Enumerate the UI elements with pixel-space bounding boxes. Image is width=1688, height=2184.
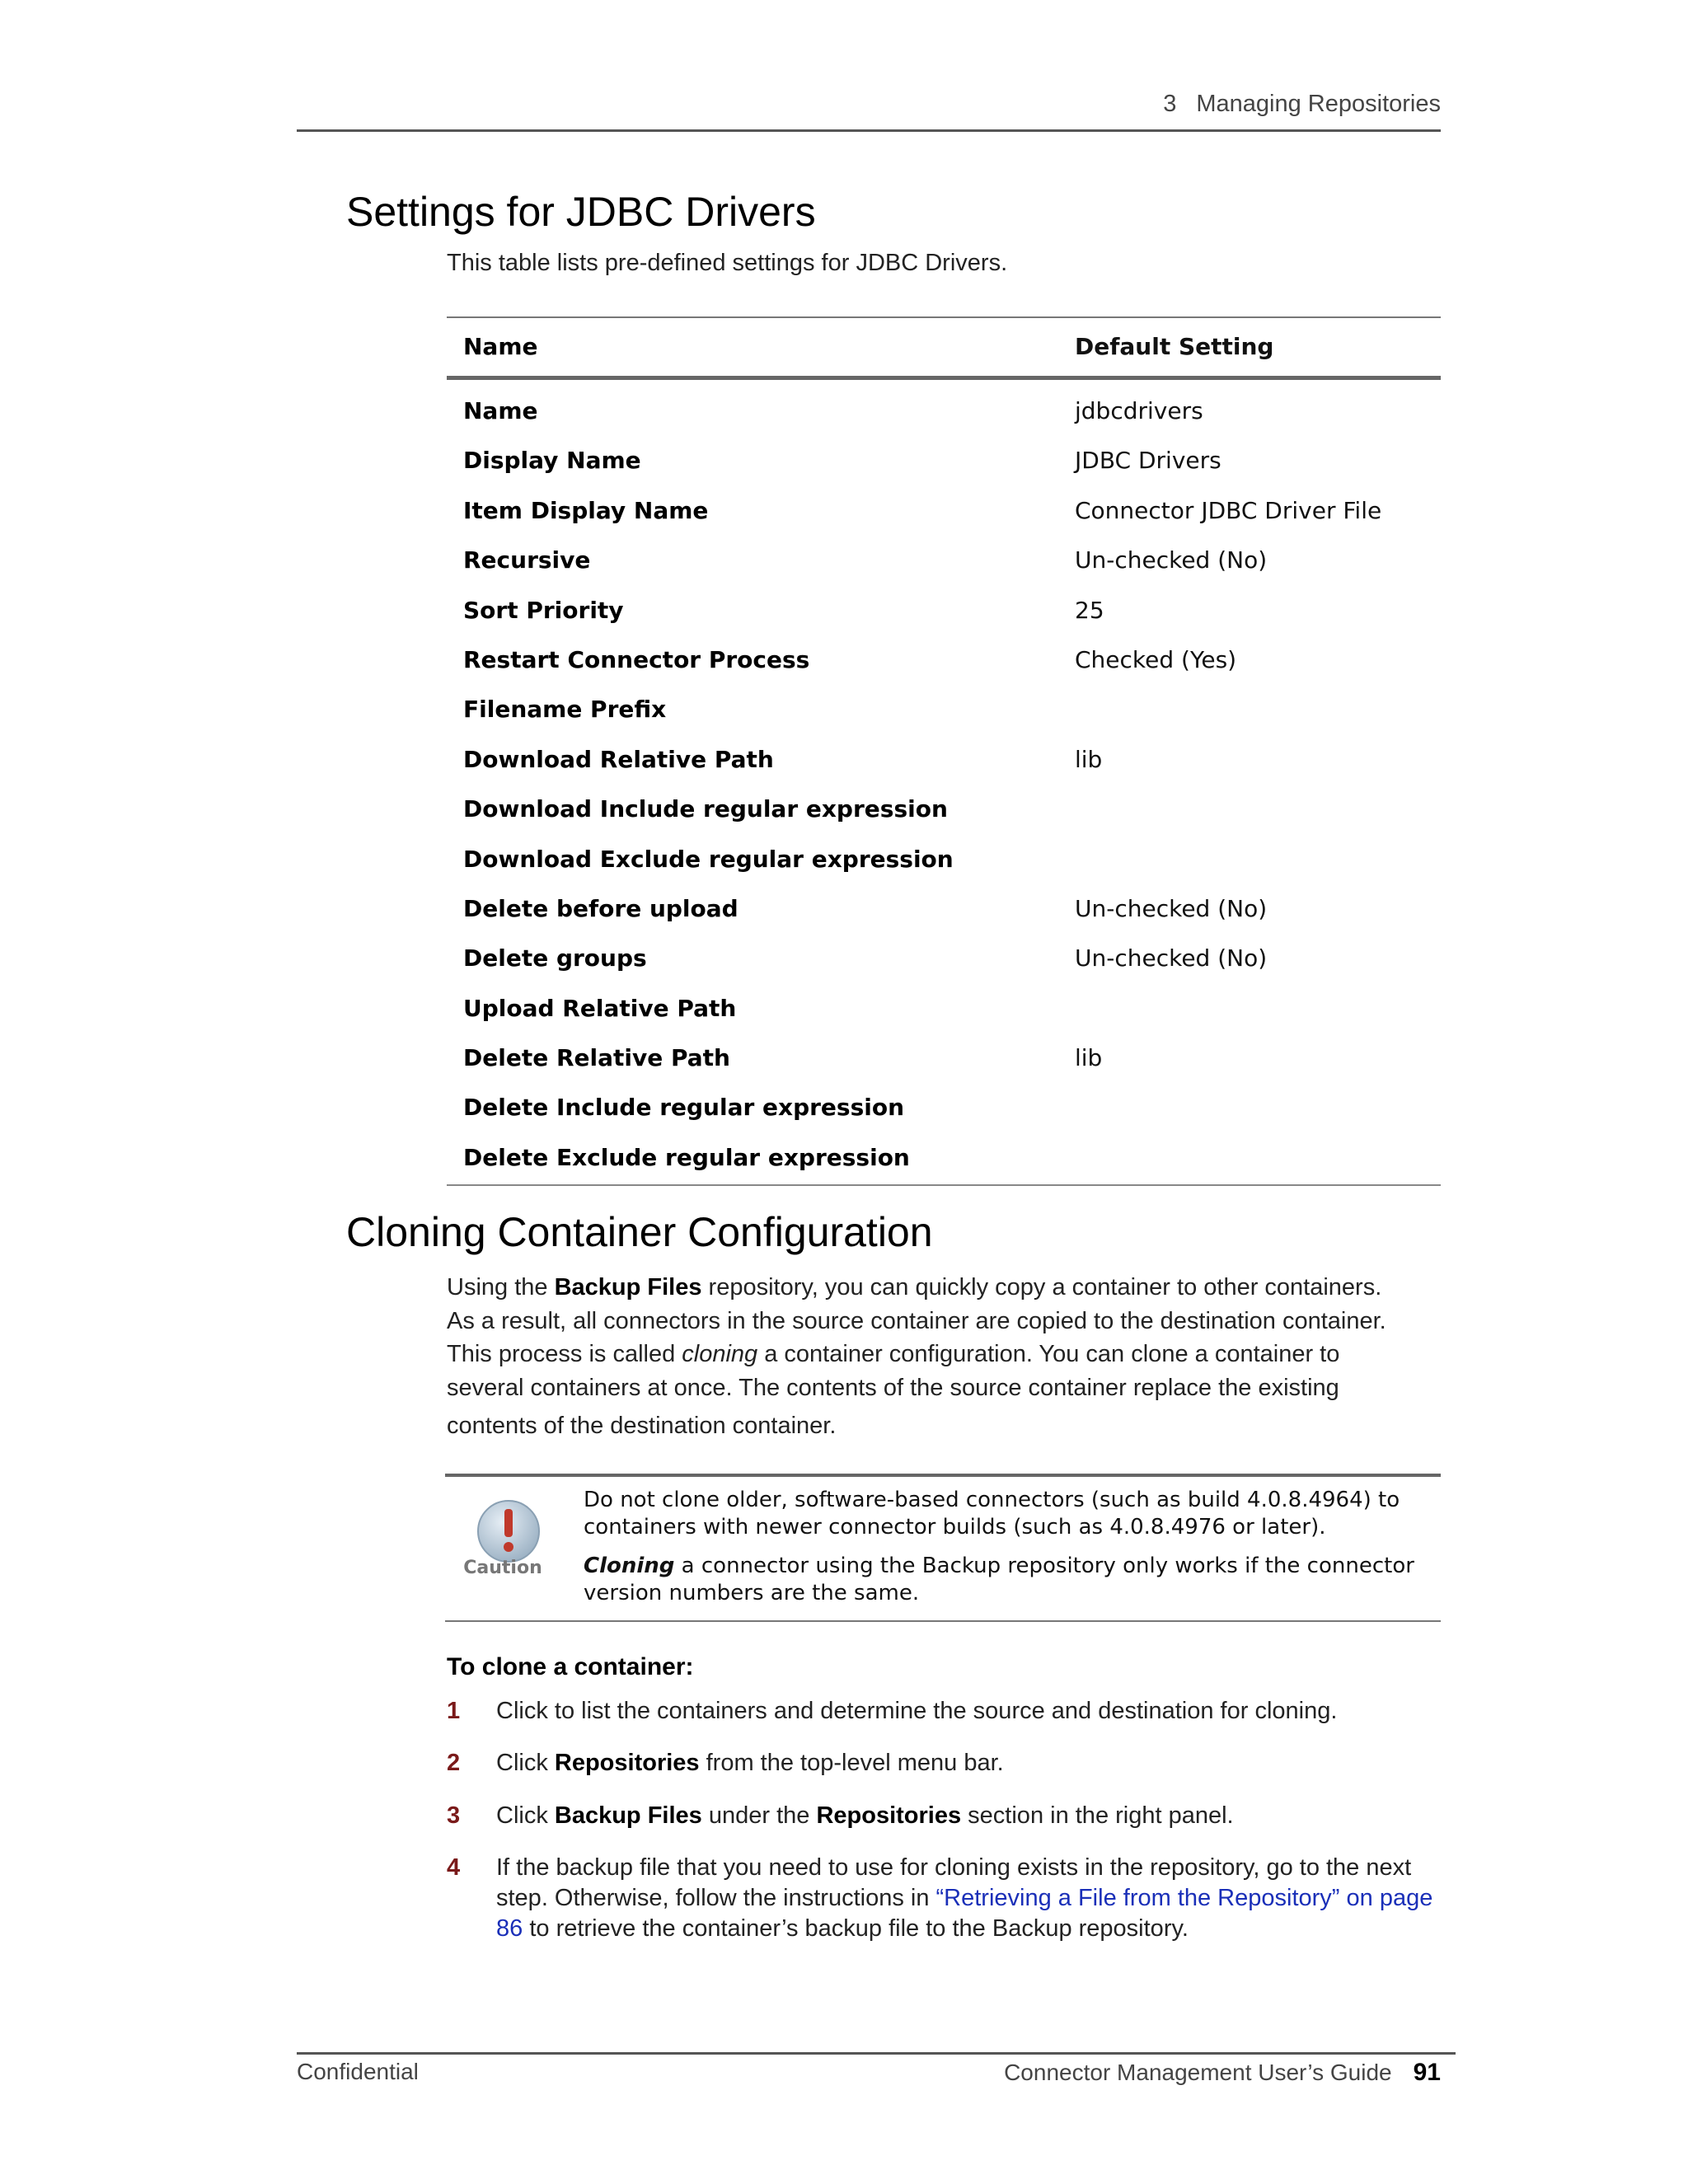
step-text bbox=[496, 1801, 1441, 1831]
para-text: Using the bbox=[447, 1274, 555, 1301]
setting-name: Sort Priority bbox=[463, 596, 624, 624]
section-title-cloning: Cloning Container Configuration bbox=[346, 1209, 933, 1255]
setting-value: Un-checked (No) bbox=[1075, 894, 1268, 922]
setting-name: Delete groups bbox=[463, 944, 647, 972]
table-row bbox=[447, 486, 1441, 536]
step-text-span: to retrieve the container’s backup file to the Backup repository. bbox=[523, 1915, 1189, 1942]
step-text bbox=[496, 1748, 1441, 1779]
table-row bbox=[447, 1133, 1441, 1183]
para-line: contents of the destination container. bbox=[447, 1413, 837, 1439]
setting-name: Upload Relative Path bbox=[463, 994, 737, 1022]
caution-text bbox=[584, 1487, 1432, 1619]
caution-box bbox=[445, 1474, 1441, 1622]
footer-rule bbox=[297, 2052, 1456, 2055]
cloning-paragraph bbox=[447, 1271, 1441, 1443]
step-text-span: section in the right panel. bbox=[961, 1802, 1234, 1829]
step-text-span: Click bbox=[496, 1750, 555, 1776]
para-text: a container configuration. You can clone a container to bbox=[757, 1341, 1340, 1367]
setting-name: Delete Exclude regular expression bbox=[463, 1143, 910, 1171]
setting-value: lib bbox=[1075, 745, 1103, 773]
step-text-span: from the top-level menu bar. bbox=[699, 1750, 1004, 1776]
setting-value: lib bbox=[1075, 1044, 1103, 1072]
table-row bbox=[447, 785, 1441, 834]
step-bold-backup-files: Backup Files bbox=[554, 1802, 702, 1829]
caution-top-rule bbox=[445, 1474, 1441, 1477]
table-row bbox=[447, 536, 1441, 585]
setting-name: Filename Prefix bbox=[463, 696, 667, 724]
para-italic-cloning: cloning bbox=[682, 1341, 758, 1367]
setting-name: Delete before upload bbox=[463, 894, 738, 922]
setting-name: Name bbox=[463, 397, 538, 424]
table-row bbox=[447, 586, 1441, 635]
page-number: 91 bbox=[1413, 2059, 1441, 2086]
table-row bbox=[447, 984, 1441, 1033]
para-text: This process is called bbox=[447, 1341, 682, 1367]
step-bold-repositories: Repositories bbox=[816, 1802, 962, 1829]
step-number: 4 bbox=[447, 1854, 461, 1881]
column-header-default: Default Setting bbox=[1075, 333, 1274, 360]
step-text: Click to list the containers and determine the source and destination for cloning. bbox=[496, 1698, 1338, 1724]
step-number: 2 bbox=[447, 1750, 461, 1776]
step-number: 1 bbox=[447, 1698, 461, 1724]
setting-value: Un-checked (No) bbox=[1075, 546, 1268, 574]
settings-table bbox=[447, 316, 1441, 1186]
table-row bbox=[447, 1083, 1441, 1132]
table-header-row bbox=[447, 318, 1441, 376]
table-row bbox=[447, 835, 1441, 884]
running-header bbox=[297, 91, 1441, 118]
para-bold-backup-files: Backup Files bbox=[554, 1274, 702, 1301]
table-row bbox=[447, 387, 1441, 436]
setting-value: Un-checked (No) bbox=[1075, 944, 1268, 972]
step-bold-repositories: Repositories bbox=[554, 1750, 700, 1776]
chapter-number: 3 bbox=[1163, 91, 1177, 117]
table-row bbox=[447, 1033, 1441, 1083]
table-row bbox=[447, 436, 1441, 485]
setting-name: Restart Connector Process bbox=[463, 645, 810, 673]
setting-name: Download Exclude regular expression bbox=[463, 845, 954, 873]
chapter-title: Managing Repositories bbox=[1196, 91, 1441, 117]
table-row bbox=[447, 635, 1441, 685]
para-line: several containers at once. The contents of the source container replace the existing bbox=[447, 1374, 1339, 1401]
section-title-jdbc: Settings for JDBC Drivers bbox=[346, 189, 816, 235]
step-text-span: under the bbox=[701, 1802, 817, 1829]
setting-name: Delete Relative Path bbox=[463, 1044, 730, 1072]
caution-text-span: a connector using the Backup repository only works if the connector version numbers are the same. bbox=[584, 1554, 1414, 1605]
caution-bottom-rule bbox=[445, 1620, 1441, 1622]
cross-reference-link[interactable]: “Retrieving a File from the Repository” on page 86 bbox=[496, 1885, 1433, 1942]
caution-label: Caution bbox=[463, 1558, 542, 1578]
footer-guide bbox=[1004, 2059, 1441, 2087]
procedure-title: To clone a container: bbox=[447, 1653, 694, 1680]
table-row bbox=[447, 735, 1441, 785]
setting-name: Recursive bbox=[463, 546, 591, 574]
para-line: As a result, all connectors in the source container are copied to the destination container. bbox=[447, 1307, 1386, 1334]
table-body bbox=[447, 380, 1441, 1183]
table-row bbox=[447, 884, 1441, 934]
caution-paragraph-2 bbox=[584, 1553, 1432, 1607]
setting-name: Item Display Name bbox=[463, 496, 709, 524]
section-intro: This table lists pre-defined settings for JDBC Drivers. bbox=[447, 250, 1008, 276]
footer-guide-title: Connector Management User’s Guide bbox=[1004, 2060, 1392, 2085]
setting-name: Display Name bbox=[463, 447, 641, 475]
setting-value: 25 bbox=[1075, 596, 1104, 624]
step-text-span: Click bbox=[496, 1802, 555, 1829]
table-row bbox=[447, 934, 1441, 983]
caution-paragraph-1: Do not clone older, software-based connectors (such as build 4.0.8.4964) to containers with newer connector builds (such as 4.0.8.4976 or later). bbox=[584, 1488, 1400, 1540]
table-row bbox=[447, 685, 1441, 734]
para-text: repository, you can quickly copy a container to other containers. bbox=[701, 1274, 1382, 1301]
step-text bbox=[496, 1853, 1441, 1944]
setting-name: Download Include regular expression bbox=[463, 795, 948, 823]
setting-value: Checked (Yes) bbox=[1075, 645, 1237, 673]
table-bottom-rule bbox=[447, 1184, 1441, 1186]
column-header-name: Name bbox=[463, 333, 538, 360]
setting-value: jdbcdrivers bbox=[1075, 397, 1203, 424]
step-text-span: If the backup file that you need to use for cloning exists in the repository, go to the next step. Otherwise, follow the instructions in bbox=[496, 1854, 1412, 1911]
setting-value: JDBC Drivers bbox=[1075, 447, 1221, 475]
footer-confidential: Confidential bbox=[297, 2059, 419, 2084]
setting-name: Delete Include regular expression bbox=[463, 1094, 905, 1122]
setting-name: Download Relative Path bbox=[463, 745, 774, 773]
caution-bold-cloning: Cloning bbox=[584, 1554, 675, 1578]
step-number: 3 bbox=[447, 1802, 461, 1829]
setting-value: Connector JDBC Driver File bbox=[1075, 496, 1382, 524]
header-rule bbox=[297, 129, 1441, 132]
